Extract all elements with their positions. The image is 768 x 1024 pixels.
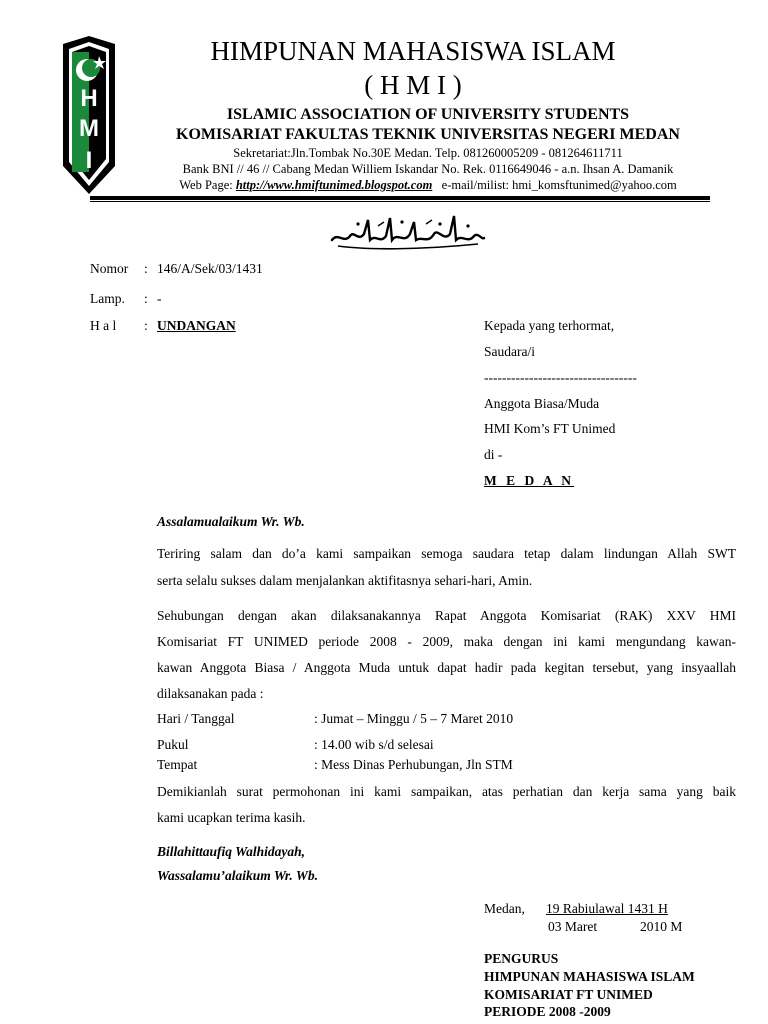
email-address: e-mail/milist: hmi_komsftunimed@yahoo.com [441,178,677,192]
paragraph-1-line-2: serta selalu sukses dalam menjalankan aktifitasnya sehari-hari, Amin. [157,573,533,588]
logo-letter-m: M [79,115,99,142]
detail-date-label: Hari / Tanggal [157,711,235,726]
org-acronym: ( H M I ) [364,70,462,100]
signature-branch: KOMISARIAT FT UNIMED [484,987,653,1002]
logo-letter-i: I [85,147,93,174]
nomor-value: 146/A/Sek/03/1431 [157,261,263,276]
paragraph-2-line-1: Sehubungan dengan akan dilaksanakannya Rapat Anggota Komisariat (RAK) XXV HMI [157,608,736,623]
lamp-label: Lamp. [90,291,125,306]
signature-title: PENGURUS [484,951,559,966]
signature-period: PERIODE 2008 -2009 [484,1004,611,1019]
hmi-logo [57,36,121,196]
detail-time-value: : 14.00 wib s/d selesai [314,737,434,752]
detail-place-value: : Mess Dinas Perhubungan, Jln STM [314,757,513,772]
recipient-title: Saudara/i [484,344,535,359]
closing-taufiq: Billahittaufiq Walhidayah, [157,844,306,859]
signature-date-masehi-year: 2010 M [640,919,683,934]
nomor-label: Nomor [90,261,129,276]
nomor-colon: : [144,261,148,276]
paragraph-2-line-3: kawan Anggota Biasa / Anggota Muda untuk dapat hadir pada kegitan tersebut, yang insyaallah [157,660,736,675]
recipient-di: di - [484,447,503,462]
logo-letter-h: H [80,85,98,112]
header-rule-thin [90,201,710,202]
signature-place: Medan, [484,901,525,916]
signature-date-masehi-day: 03 Maret [548,919,598,934]
greeting: Assalamualaikum Wr. Wb. [157,514,305,529]
detail-date-value: : Jumat – Minggu / 5 – 7 Maret 2010 [314,711,514,726]
web-label: Web Page: [179,178,236,192]
hal-label: H a l [90,318,117,333]
recipient-group: Anggota Biasa/Muda [484,396,600,411]
org-title: HIMPUNAN MAHASISWA ISLAM [210,36,616,66]
org-subtitle-english: ISLAMIC ASSOCIATION OF UNIVERSITY STUDENTS [226,106,630,123]
recipient-city: M E D A N [484,473,575,488]
paragraph-3-line-1: Demikianlah surat permohonan ini kami sampaikan, atas perhatian dan kerja sama yang baik [157,784,736,799]
signature-org: HIMPUNAN MAHASISWA ISLAM [484,969,695,984]
basmala-calligraphy-icon [328,210,488,252]
recipient-salutation: Kepada yang terhormat, [484,318,615,333]
contact-line [130,178,726,193]
signature-date-hijri: 19 Rabiulawal 1431 H [546,901,668,916]
hal-value: UNDANGAN [157,318,236,333]
org-branch: KOMISARIAT FAKULTAS TEKNIK UNIVERSITAS NEGERI MEDAN [176,126,680,143]
recipient-blank-line: ---------------------------------- [484,370,637,385]
detail-place-label: Tempat [157,757,198,772]
lamp-colon: : [144,291,148,306]
recipient-org: HMI Kom’s FT Unimed [484,421,616,436]
closing-salam: Wassalamu’alaikum Wr. Wb. [157,868,319,883]
paragraph-2-line-2: Komisariat FT UNIMED periode 2008 - 2009, maka dengan ini kami mengundang kawan- [157,634,736,649]
web-link[interactable]: http://www.hmiftunimed.blogspot.com [235,178,433,192]
paragraph-2-line-4: dilaksanakan pada : [157,686,264,701]
header-rule-thick [90,196,710,200]
bank-account: Bank BNI // 46 // Cabang Medan Williem Iskandar No. Rek. 0116649046 - a.n. Ihsan A. Damanik [182,162,674,176]
lamp-value: - [157,291,162,306]
paragraph-1-line-1: Teriring salam dan do’a kami sampaikan semoga saudara tetap dalam lindungan Allah SWT [157,546,736,561]
hal-colon: : [144,318,148,333]
secretariat-address: Sekretariat:Jln.Tombak No.30E Medan. Telp. 081260005209 - 081264611711 [233,146,623,160]
paragraph-3-line-2: kami ucapkan terima kasih. [157,810,306,825]
detail-time-label: Pukul [157,737,189,752]
